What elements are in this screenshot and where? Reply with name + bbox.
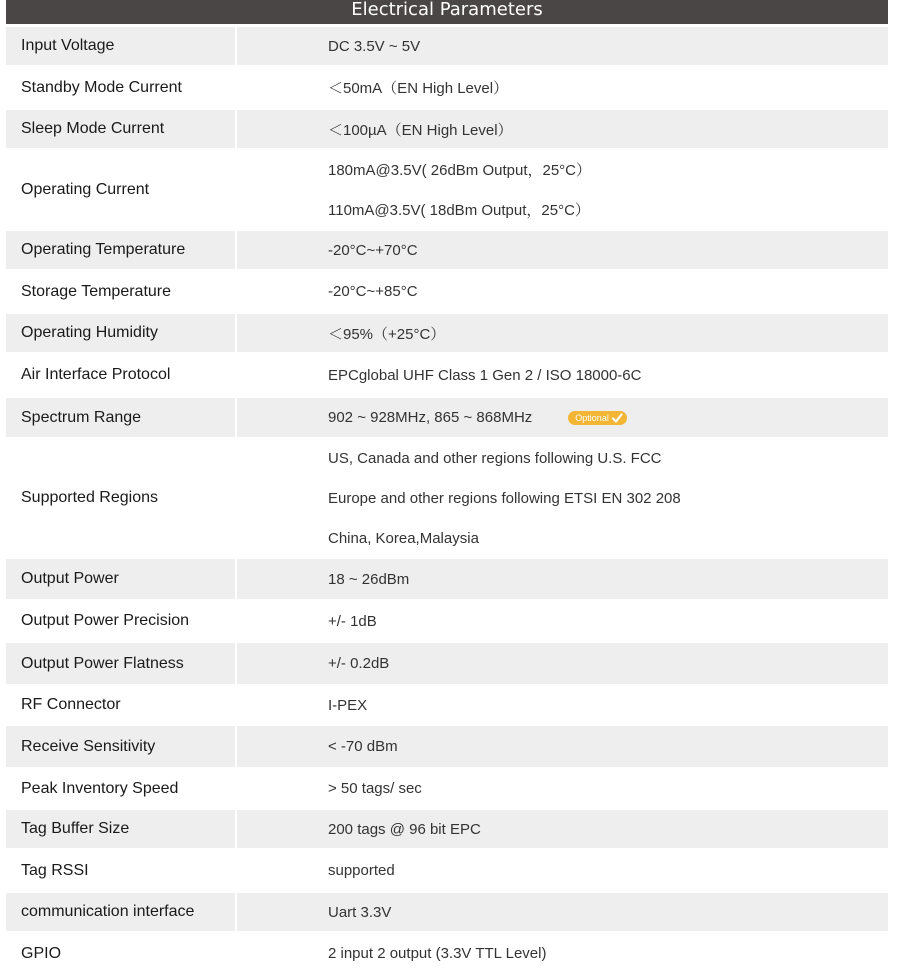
- parameter-value-line: [328, 398, 888, 437]
- table-row: [6, 150, 888, 231]
- parameter-value-cell: [237, 398, 888, 437]
- parameter-value-line: [328, 110, 888, 148]
- table-row: [6, 726, 888, 769]
- parameter-value-text: China, Korea,Malaysia: [328, 529, 479, 547]
- table-row: [6, 810, 888, 850]
- parameter-value-line: [328, 189, 888, 230]
- parameter-label: Operating Humidity: [6, 314, 237, 352]
- parameter-value-text: 18 ~ 26dBm: [328, 570, 410, 588]
- parameter-value-text: ＜100µA（EN High Level）: [328, 121, 513, 139]
- parameter-value-text: > 50 tags/ sec: [328, 780, 422, 797]
- parameter-label: Operating Current: [6, 150, 237, 229]
- parameter-label: Tag Buffer Size: [6, 810, 237, 848]
- parameter-value-cell: [237, 769, 888, 808]
- parameter-label: Supported Regions: [6, 439, 237, 557]
- table-row: [6, 643, 888, 686]
- check-icon: [611, 412, 623, 424]
- parameter-label: Storage Temperature: [6, 271, 237, 312]
- parameter-value-text: ＜95%（+25°C）: [328, 325, 446, 343]
- parameter-value-cell: [237, 810, 888, 848]
- optional-badge: [568, 411, 627, 425]
- parameter-value-line: [328, 150, 888, 189]
- parameter-value-cell: [237, 27, 888, 65]
- parameter-value-line: [328, 439, 888, 477]
- parameter-value-line: [328, 314, 888, 352]
- parameter-value-text: < -70 dBm: [328, 738, 398, 755]
- parameter-value-text: 180mA@3.5V( 26dBm Output，25°C）: [328, 161, 592, 179]
- parameter-value-line: [328, 933, 888, 974]
- parameter-value-line: [328, 517, 888, 557]
- parameter-value-text: Uart 3.3V: [328, 903, 392, 921]
- parameter-value-line: [328, 643, 888, 684]
- parameter-label: Output Power Flatness: [6, 643, 237, 684]
- parameter-value-line: [328, 893, 888, 931]
- table-row: [6, 893, 888, 933]
- table-row: [6, 110, 888, 150]
- parameter-label: Output Power: [6, 559, 237, 599]
- parameter-label: Spectrum Range: [6, 398, 237, 437]
- parameter-value-cell: [237, 559, 888, 599]
- parameter-value-cell: [237, 850, 888, 891]
- parameter-value-text: Europe and other regions following ETSI EN 302 208: [328, 489, 681, 507]
- parameter-value-text: EPCglobal UHF Class 1 Gen 2 / ISO 18000-6C: [328, 366, 642, 384]
- parameter-value-cell: [237, 601, 888, 641]
- table-row: [6, 439, 888, 559]
- parameter-value-text: -20°C~+85°C: [328, 283, 418, 300]
- table-title: Electrical Parameters: [6, 0, 888, 24]
- parameter-value-line: [328, 354, 888, 396]
- parameter-value-cell: [237, 893, 888, 931]
- table-row: [6, 354, 888, 398]
- table-row: [6, 686, 888, 726]
- parameter-value-cell: [237, 150, 888, 229]
- parameter-value-line: [328, 601, 888, 641]
- parameter-value-text: +/- 1dB: [328, 612, 377, 630]
- parameter-value-cell: [237, 231, 888, 269]
- parameter-value-line: [328, 67, 888, 108]
- parameter-value-text: 2 input 2 output (3.3V TTL Level): [328, 945, 547, 962]
- parameter-value-text: DC 3.5V ~ 5V: [328, 37, 421, 55]
- parameter-value-cell: [237, 726, 888, 767]
- parameter-value-cell: [237, 354, 888, 396]
- parameter-value-cell: [237, 933, 888, 974]
- parameter-value-line: [328, 231, 888, 269]
- parameter-value-text: 200 tags @ 96 bit EPC: [328, 820, 481, 838]
- optional-badge-label: Optional: [575, 412, 609, 423]
- table-row: [6, 398, 888, 439]
- parameters-table: [6, 27, 888, 976]
- parameter-value-text: I-PEX: [328, 696, 368, 714]
- parameter-label: Standby Mode Current: [6, 67, 237, 108]
- parameter-value-line: [328, 477, 888, 517]
- table-row: [6, 601, 888, 643]
- parameter-value-text: 110mA@3.5V( 18dBm Output，25°C）: [328, 202, 590, 220]
- parameter-value-line: [328, 686, 888, 724]
- parameter-label: GPIO: [6, 933, 237, 974]
- parameter-label: Input Voltage: [6, 27, 237, 65]
- parameter-value-line: [328, 27, 888, 65]
- parameter-label: Output Power Precision: [6, 601, 237, 641]
- parameter-value-cell: [237, 686, 888, 724]
- parameter-label: Peak Inventory Speed: [6, 769, 237, 808]
- table-row: [6, 850, 888, 893]
- parameter-value-cell: [237, 67, 888, 108]
- table-row: [6, 271, 888, 314]
- table-row: [6, 769, 888, 810]
- table-row: [6, 231, 888, 271]
- parameter-value-text: supported: [328, 862, 395, 879]
- parameter-value-line: [328, 810, 888, 848]
- table-row: [6, 67, 888, 110]
- parameter-label: Receive Sensitivity: [6, 726, 237, 767]
- parameter-value-text: -20°C~+70°C: [328, 241, 418, 259]
- table-row: [6, 27, 888, 67]
- parameter-value-cell: [237, 271, 888, 312]
- parameter-value-cell: [237, 643, 888, 684]
- parameter-value-line: [328, 769, 888, 808]
- table-row: [6, 559, 888, 601]
- parameter-label: Operating Temperature: [6, 231, 237, 269]
- parameter-label: Sleep Mode Current: [6, 110, 237, 148]
- parameter-label: communication interface: [6, 893, 237, 931]
- parameter-value-line: [328, 271, 888, 312]
- parameter-value-text: +/- 0.2dB: [328, 655, 390, 672]
- parameter-value-cell: [237, 314, 888, 352]
- parameter-label: Air Interface Protocol: [6, 354, 237, 396]
- parameter-value-cell: [237, 439, 888, 557]
- parameter-value-text: 902 ~ 928MHz, 865 ~ 868MHz: [328, 409, 533, 426]
- parameter-label: RF Connector: [6, 686, 237, 724]
- parameter-value-text: ＜50mA（EN High Level）: [328, 80, 509, 97]
- parameter-value-line: [328, 850, 888, 891]
- parameter-value-cell: [237, 110, 888, 148]
- parameter-value-line: [328, 726, 888, 767]
- parameter-label: Tag RSSI: [6, 850, 237, 891]
- parameter-value-text: US, Canada and other regions following U.S. FCC: [328, 449, 662, 467]
- parameter-value-line: [328, 559, 888, 599]
- table-row: [6, 314, 888, 354]
